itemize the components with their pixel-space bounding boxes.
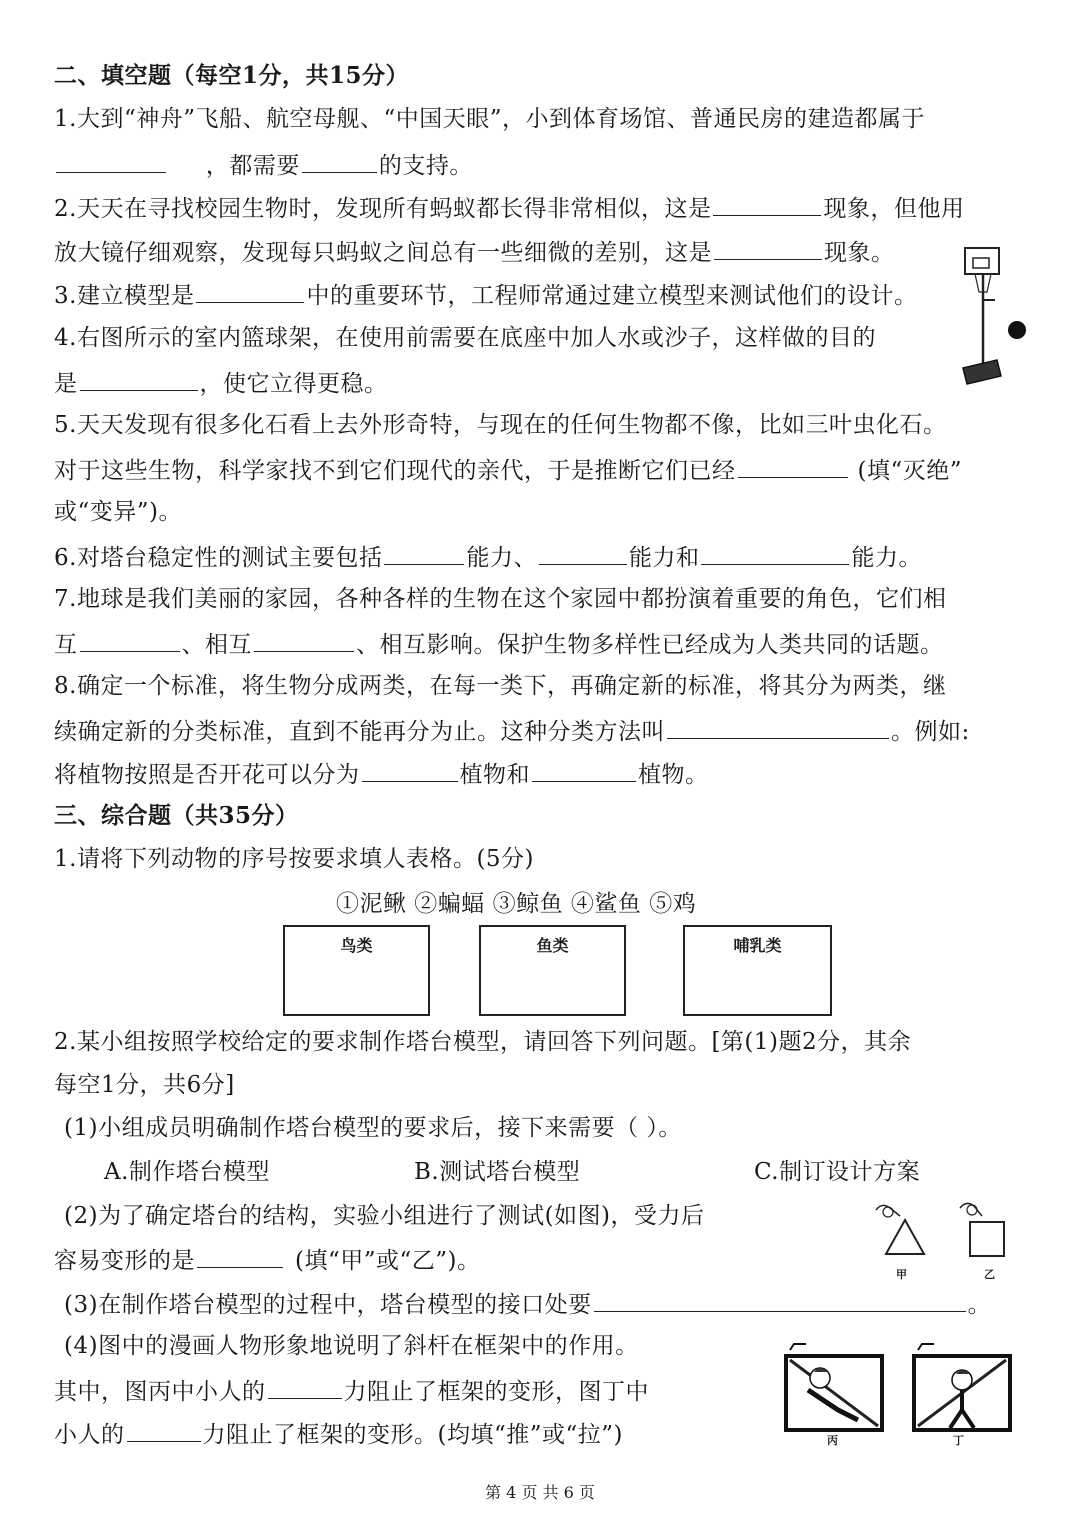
s3-q1-prompt: 1.请将下列动物的序号按要求填人表格。(5分): [54, 846, 535, 872]
fish-category-label: 鱼类: [536, 936, 569, 955]
p4-blank2[interactable]: [127, 1417, 201, 1442]
q6-text-a: 6.对塔台稳定性的测试主要包括: [54, 545, 383, 571]
s3-q2-p1: (1)小组成员明确制作塔台模型的要求后，接下来需要（ ）。: [64, 1115, 682, 1141]
s3-q2-p4-line1: (4)图中的漫画人物形象地说明了斜杆在框架中的作用。: [64, 1333, 639, 1359]
mammal-category-label: 哺乳类: [733, 936, 782, 955]
s3-q2-p2-line2: [54, 1243, 480, 1277]
q4-text-b: 是: [54, 371, 78, 397]
fig-label-yi: 乙: [984, 1268, 995, 1281]
s3-q2-line1: 2.某小组按照学校给定的要求制作塔台模型，请回答下列问题。[第(1)题2分，其余: [54, 1029, 912, 1055]
p3-text: (3)在制作塔台模型的过程中，塔台模型的接口处要: [64, 1292, 592, 1318]
fish-category-box[interactable]: [479, 925, 626, 1016]
q6-text-b: 能力、: [466, 545, 537, 571]
q4-line1: 4.右图所示的室内篮球架，在使用前需要在底座中加人水或沙子，这样做的目的: [54, 325, 876, 351]
q1-line2: [54, 148, 473, 182]
q5-line1: 5.天天发现有很多化石看上去外形奇特，与现在的任何生物都不像，比如三叶虫化石。: [54, 412, 947, 438]
s3-q2-p3: [64, 1287, 991, 1321]
q6-blank1[interactable]: [384, 540, 464, 565]
q3-line: [54, 278, 917, 312]
q8-blank2[interactable]: [362, 757, 458, 782]
q2-text-d: 现象。: [824, 240, 895, 266]
q8-text-e: 植物和: [459, 762, 530, 788]
q4-text-c: ，使它立得更稳。: [199, 371, 388, 397]
fig-label-jia: 甲: [896, 1268, 907, 1281]
q8-text-b: 续确定新的分类标准，直到不能再分为止。这种分类方法叫: [54, 719, 665, 745]
q4-line2: [54, 366, 388, 400]
q1-text-c: 的支持。: [378, 153, 473, 179]
option-a[interactable]: A.制作塔台模型: [104, 1159, 270, 1185]
q5-line3: 或“变异”)。: [54, 499, 182, 525]
section2-title: 二、填空题（每空1分，共15分）: [54, 62, 410, 89]
q6-blank3[interactable]: [701, 540, 849, 565]
p2-text-c: (填“甲”或“乙”)。: [295, 1248, 481, 1274]
fig-label-bing: 丙: [827, 1434, 838, 1447]
frame-comic-illustration: [778, 1340, 1028, 1445]
q5-text-b: 对于这些生物，科学家找不到它们现代的亲代，于是推断它们已经: [54, 458, 736, 484]
q8-text-d: 将植物按照是否开花可以分为: [54, 762, 360, 788]
q5-text-c: (填“灭绝”: [857, 458, 962, 484]
q7-line2: [54, 627, 944, 661]
q7-text-c: 、相互: [181, 632, 252, 658]
q7-blank2[interactable]: [254, 627, 354, 652]
bird-category-label: 鸟类: [340, 936, 373, 955]
q2-text-b: 现象，但他用: [823, 196, 965, 222]
q6-text-d: 能力。: [851, 545, 922, 571]
p4-blank1[interactable]: [268, 1374, 342, 1399]
q5-line2: [54, 453, 962, 487]
q7-text-d: 、相互影响。保护生物多样性已经成为人类共同的话题。: [356, 632, 944, 658]
q7-blank1[interactable]: [80, 627, 180, 652]
q2-text-a: 2.天天在寻找校园生物时，发现所有蚂蚁都长得非常相似，这是: [54, 196, 712, 222]
section3-title: 三、综合题（共35分）: [54, 802, 299, 829]
p2-text-b: 容易变形的是: [54, 1248, 195, 1274]
q2-blank2[interactable]: [714, 235, 822, 260]
q3-blank[interactable]: [196, 278, 304, 303]
basketball-stand-illustration: [955, 240, 1035, 390]
q8-blank1[interactable]: [667, 714, 889, 739]
q8-text-c: 。例如:: [891, 719, 970, 745]
p4-text-c: 力阻止了框架的变形，图丁中: [343, 1379, 649, 1405]
option-b[interactable]: B.测试塔台模型: [414, 1159, 581, 1185]
s3-q2-p4-line3: [54, 1417, 623, 1451]
q4-blank[interactable]: [80, 366, 198, 391]
p4-text-d: 小人的: [54, 1422, 125, 1448]
q6-blank2[interactable]: [539, 540, 627, 565]
page-footer: 第 4 页 共 6 页: [485, 1483, 595, 1502]
s3-q2-p2-line1: (2)为了确定塔台的结构，实验小组进行了测试(如图)，受力后: [64, 1203, 705, 1229]
q8-line1: 8.确定一个标准，将生物分成两类，在每一类下，再确定新的标准，将其分为两类，继: [54, 673, 947, 699]
bird-category-box[interactable]: [283, 925, 430, 1016]
s3-q2-p4-line2: [54, 1374, 649, 1408]
p3-end: 。: [967, 1292, 992, 1318]
q3-text-b: 中的重要环节，工程师常通过建立模型来测试他们的设计。: [306, 283, 918, 309]
q6-line: [54, 540, 922, 574]
p4-text-e: 力阻止了框架的变形。(均填“推”或“拉”): [202, 1422, 623, 1448]
q3-text-a: 3.建立模型是: [54, 283, 195, 309]
q2-blank1[interactable]: [713, 191, 821, 216]
q1-blank2[interactable]: [302, 148, 377, 173]
s3-q2-line2: 每空1分，共6分]: [54, 1072, 235, 1098]
fig-label-ding: 丁: [953, 1434, 964, 1447]
q7-text-b: 互: [54, 632, 78, 658]
q2-line1: [54, 191, 964, 225]
q1-blank1[interactable]: [56, 148, 166, 173]
p2-blank[interactable]: [197, 1243, 283, 1268]
shape-test-illustration: [862, 1198, 1022, 1282]
q2-text-c: 放大镜仔细观察，发现每只蚂蚁之间总有一些细微的差别，这是: [54, 240, 712, 266]
q8-blank3[interactable]: [532, 757, 636, 782]
s3-q1-animals: ①泥鳅 ②蝙蝠 ③鲸鱼 ④鲨鱼 ⑤鸡: [336, 891, 697, 917]
q8-text-f: 植物。: [638, 762, 709, 788]
p3-blank[interactable]: [594, 1287, 966, 1312]
mammal-category-box[interactable]: [683, 925, 832, 1016]
q8-line2: [54, 714, 970, 748]
q5-blank[interactable]: [738, 453, 848, 478]
q1-text-b: ，都需要: [205, 153, 300, 179]
q1-line1: 1.大到“神舟”飞船、航空母舰、“中国天眼”，小到体育场馆、普通民房的建造都属于: [54, 106, 925, 132]
p4-text-b: 其中，图丙中小人的: [54, 1379, 266, 1405]
q7-line1: 7.地球是我们美丽的家园，各种各样的生物在这个家园中都扮演着重要的角色，它们相: [54, 586, 947, 612]
option-c[interactable]: C.制订设计方案: [754, 1159, 921, 1185]
q6-text-c: 能力和: [628, 545, 700, 571]
q2-line2: [54, 235, 895, 269]
q8-line3: [54, 757, 709, 791]
